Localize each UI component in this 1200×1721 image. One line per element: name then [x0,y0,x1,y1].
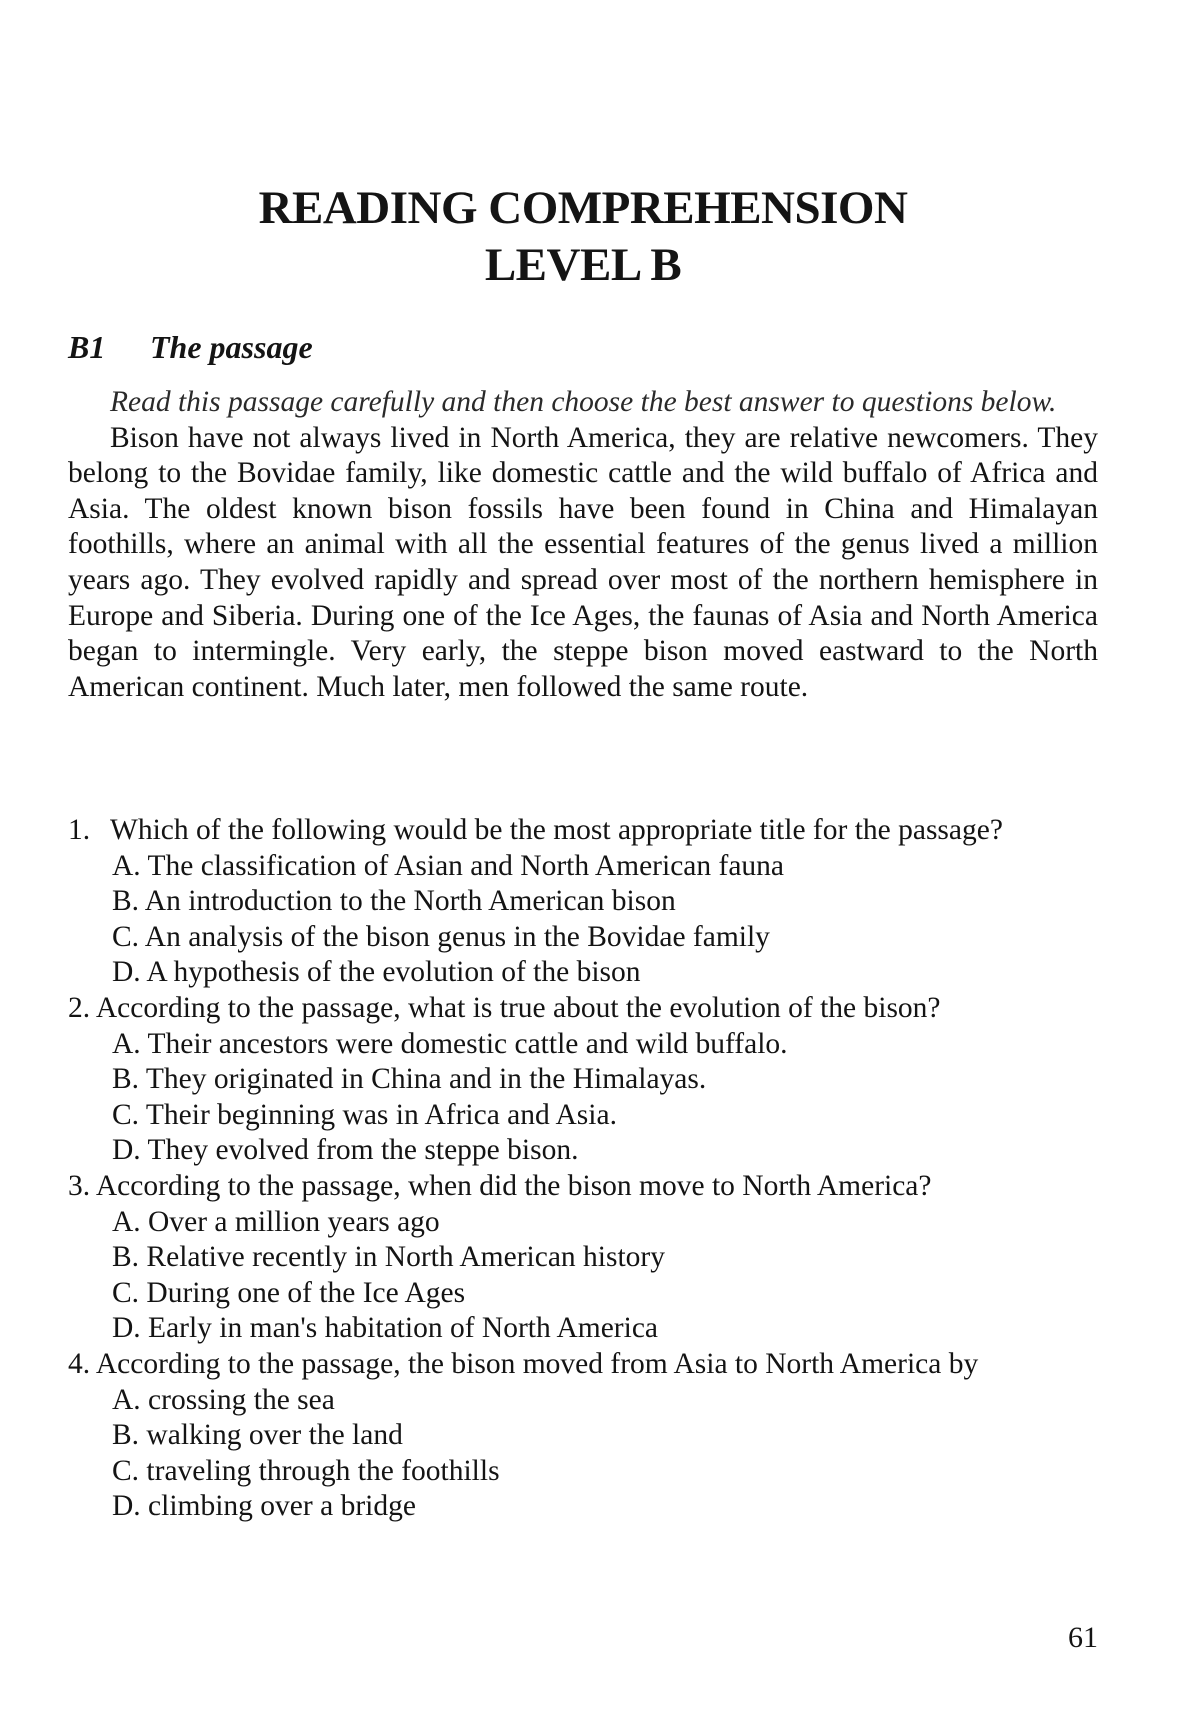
question-2 [68,991,1098,1169]
passage-block [68,385,1098,705]
title-line-2: LEVEL B [484,239,682,291]
question-list [68,813,1098,1525]
section-heading [68,328,313,366]
option-list [68,849,1098,991]
question-number: 2. [68,991,91,1024]
option-a: A. Over a million years ago [112,1205,440,1238]
option-c: C. During one of the Ice Ages [112,1276,466,1309]
question-stem [68,813,1098,849]
option-b: B. Relative recently in North American history [112,1241,665,1274]
option-c: C. Their beginning was in Africa and Asia. [112,1098,617,1131]
option-c: C. An analysis of the bison genus in the Bovidae family [112,920,770,953]
option-b: B. They originated in China and in the Himalayas. [112,1063,707,1096]
option-list [68,1205,1098,1347]
question-text: According to the passage, the bison moved from Asia to North America by [95,1347,979,1380]
question-number: 3. [68,1169,91,1202]
option-list [68,1383,1098,1525]
question-number: 4. [68,1347,91,1380]
option-a: A. crossing the sea [112,1383,335,1416]
instructions: Read this passage carefully and then choose the best answer to questions below. [110,386,1057,418]
option-c: C. traveling through the foothills [112,1454,500,1487]
question-text: According to the passage, what is true about the evolution of the bison? [95,991,941,1024]
question-stem [68,1347,1098,1383]
section-number: B1 [68,329,106,365]
question-1 [68,813,1098,991]
title-line-1: READING COMPREHENSION [258,182,908,234]
option-d: D. Early in man's habitation of North America [112,1312,659,1345]
page-title [68,180,1098,294]
option-a: A. Their ancestors were domestic cattle and wild buffalo. [112,1027,788,1060]
section-title: The passage [150,329,313,365]
option-list [68,1027,1098,1169]
page-number: 61 [1068,1621,1098,1654]
option-d: D. They evolved from the steppe bison. [112,1134,579,1167]
question-text: Which of the following would be the most appropriate title for the passage? [110,814,1003,846]
option-d: D. climbing over a bridge [112,1490,416,1523]
question-4 [68,1347,1098,1525]
option-a: A. The classification of Asian and North American fauna [112,849,785,882]
question-text: According to the passage, when did the bison move to North America? [95,1169,932,1202]
document-page [68,0,1098,1721]
question-stem [68,1169,1098,1205]
question-3 [68,1169,1098,1347]
question-stem [68,991,1098,1027]
option-d: D. A hypothesis of the evolution of the bison [112,956,641,989]
reading-passage: Bison have not always lived in North America, they are relative newcomers. They belong to the Bovidae family, like domestic cattle and the wild buffalo of Africa and Asia. The oldest known bison fossils have been found in China and Himalayan foothills, where an animal with all the essential features of the genus lived a million years ago. They evolved rapidly and spread over most of the northern hemisphere in Europe and Siberia. During one of the Ice Ages, the faunas of Asia and North America began to intermingle. Very early, the steppe bison moved eastward to the North American continent. Much later, men followed the same route. [68,421,1098,703]
option-b: B. An introduction to the North American bison [112,885,676,918]
option-b: B. walking over the land [112,1419,403,1452]
question-number: 1. [68,814,91,846]
